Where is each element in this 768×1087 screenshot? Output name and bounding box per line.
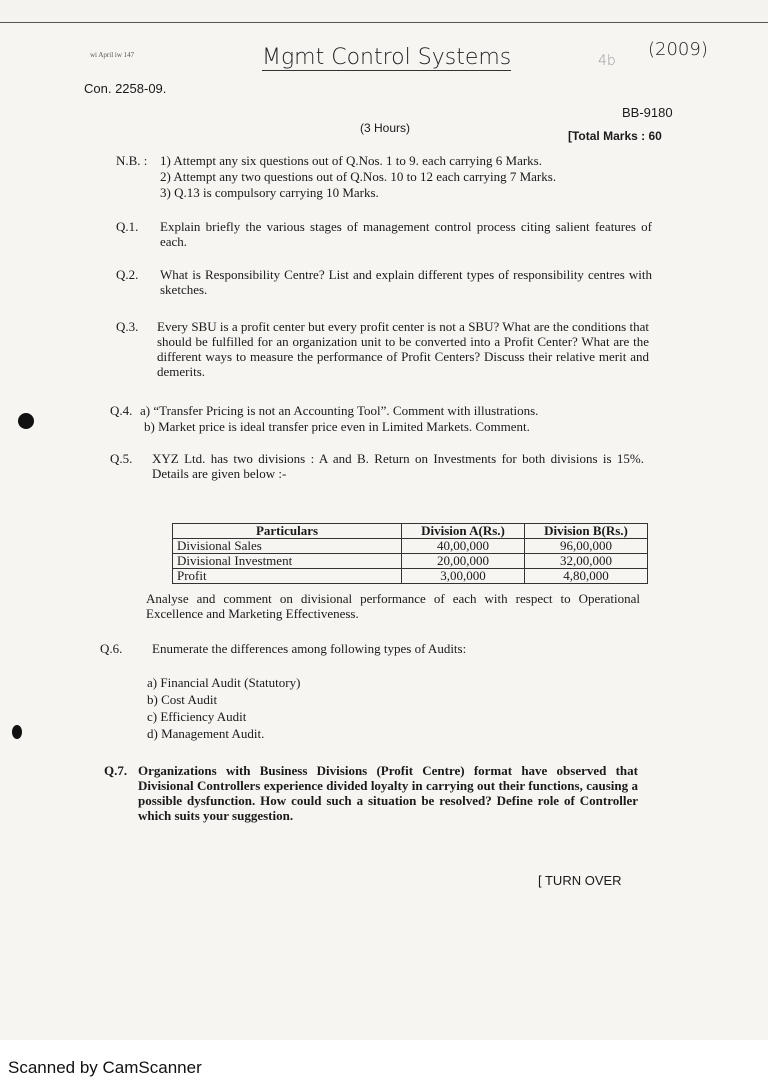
question-text: Enumerate the differences among following types of Audits:	[152, 641, 467, 656]
scanner-watermark: Scanned by CamScanner	[8, 1058, 202, 1077]
question-text: a) “Transfer Pricing is not an Accounting Tool”. Comment with illustrations.	[140, 403, 539, 418]
list-item: a) Financial Audit (Statutory)	[147, 675, 301, 690]
table-cell: Profit	[173, 569, 402, 584]
table-cell: 96,00,000	[525, 539, 648, 554]
table-row	[173, 539, 648, 554]
punch-hole	[18, 413, 34, 429]
table-cell: 4,80,000	[525, 569, 648, 584]
table-cell: Divisional Sales	[173, 539, 402, 554]
table-row	[173, 569, 648, 584]
question-number: Q.7.	[104, 763, 128, 778]
nb-item: 1) Attempt any six questions out of Q.Nos. 1 to 9. each carrying 6 Marks.	[160, 153, 542, 168]
question-followup: Analyse and comment on divisional performance of each with respect to Operational Excellence and Marketing Effectiveness.	[146, 591, 640, 621]
question-text: Every SBU is a profit center but every profit center is not a SBU? What are the conditions that should be fulfilled for an organization unit to be converted into a Profit Center? What are the different ways to measure the performance of Profit Centers? Discuss their relative merit and demerits.	[157, 319, 649, 379]
question-text: b) Market price is ideal transfer price even in Limited Markets. Comment.	[144, 419, 530, 434]
nb-item: 2) Attempt any two questions out of Q.Nos. 10 to 12 each carrying 7 Marks.	[160, 169, 557, 184]
table-cell: 3,00,000	[402, 569, 525, 584]
question-number: Q.5.	[110, 451, 133, 466]
table-row	[173, 554, 648, 569]
question-number: Q.2.	[116, 267, 139, 282]
total-marks: [Total Marks : 60	[568, 129, 662, 143]
scanned-page	[0, 22, 768, 1041]
table-cell: 40,00,000	[402, 539, 525, 554]
question-text: Explain briefly the various stages of management control process citing salient features of each.	[160, 219, 652, 249]
table-cell: Divisional Investment	[173, 554, 402, 569]
handwritten-note: 4b	[598, 53, 616, 69]
question-number: Q.6.	[100, 641, 123, 656]
nb-item: 3) Q.13 is compulsory carrying 10 Marks.	[160, 185, 379, 200]
nb-label: N.B. :	[116, 153, 148, 168]
question-number: Q.4.	[110, 403, 133, 418]
punch-hole	[12, 725, 22, 739]
footer	[0, 1040, 768, 1087]
handwritten-title: Mgmt Control Systems	[262, 45, 512, 70]
table-cell: 32,00,000	[525, 554, 648, 569]
question-text: XYZ Ltd. has two divisions : A and B. Return on Investments for both divisions is 15%. Details are given below :-	[152, 451, 644, 481]
table-header-row	[173, 524, 648, 539]
division-table	[172, 523, 648, 584]
question-text: What is Responsibility Centre? List and explain different types of responsibility centres with sketches.	[160, 267, 652, 297]
list-item: d) Management Audit.	[147, 726, 265, 741]
list-item: b) Cost Audit	[147, 692, 218, 707]
handwritten-year: (2009)	[648, 39, 708, 60]
paper-code: BB-9180	[622, 105, 673, 120]
question-text: Organizations with Business Divisions (Profit Centre) format have observed that Divisional Controllers experience divided loyalty in carrying out their functions, causing a possible dysfunction. How could such a situation be resolved? Define role of Controller which suits your suggestion.	[138, 763, 638, 823]
table-header: Division A(Rs.)	[402, 524, 525, 539]
table-header: Particulars	[173, 524, 402, 539]
question-number: Q.3.	[116, 319, 139, 334]
table-cell: 20,00,000	[402, 554, 525, 569]
con-number: Con. 2258-09.	[84, 81, 167, 96]
stamp-text: wi April iw 147	[90, 51, 135, 59]
table-header: Division B(Rs.)	[525, 524, 648, 539]
duration: (3 Hours)	[360, 121, 411, 135]
turn-over: [ TURN OVER	[538, 873, 622, 888]
question-number: Q.1.	[116, 219, 139, 234]
list-item: c) Efficiency Audit	[147, 709, 247, 724]
